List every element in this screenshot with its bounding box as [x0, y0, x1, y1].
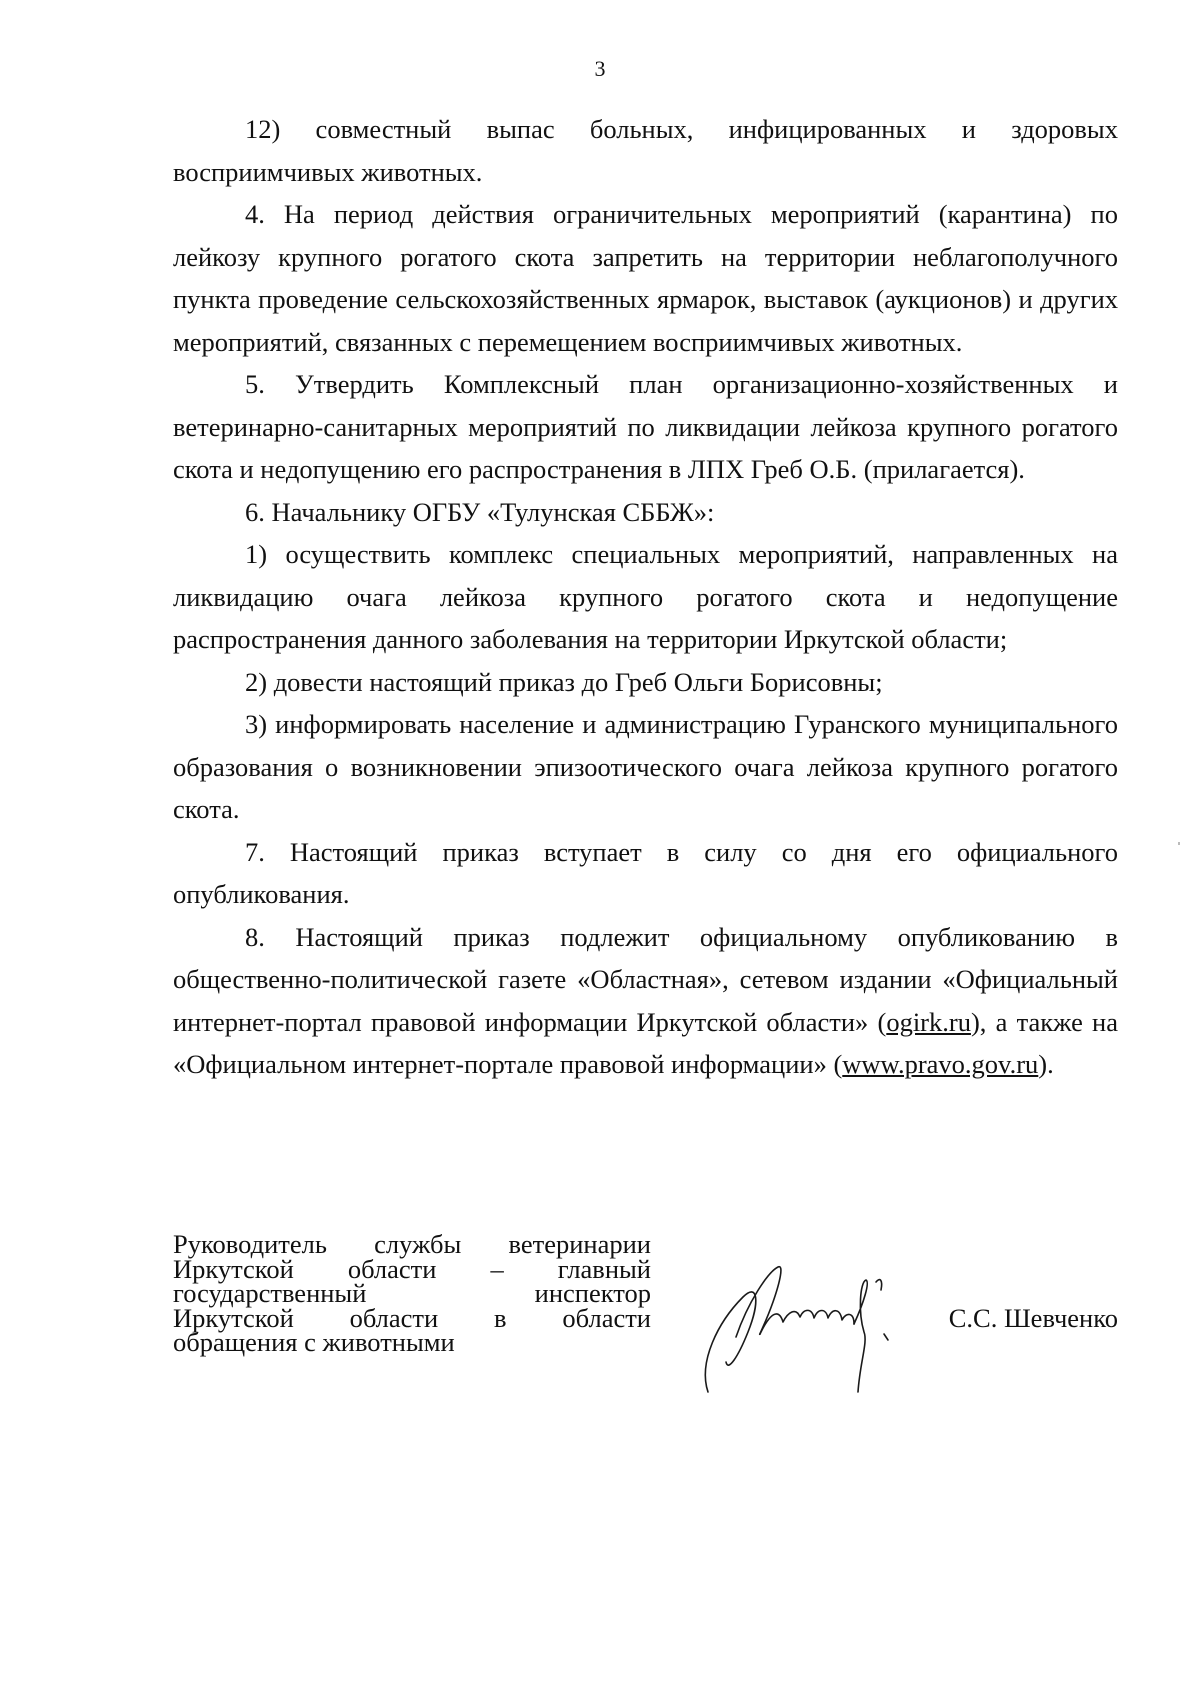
- signatory-title-line: Руководитель службы ветеринарии: [173, 1229, 651, 1259]
- paragraph-5: 5. Утвердить Комплексный план организационно-хозяйственных и ветеринарно-санитарных мероприятий по ликвидации лейкоза крупного рогатого скота и недопущению его распространения в ЛПХ Греб О.Б. (прилагается).: [173, 369, 1118, 484]
- paragraph-8-text-3: ).: [1038, 1049, 1054, 1079]
- paragraph-6-item-3: 3) информировать население и администрацию Гуранского муниципального образования о возникновении эпизоотического очага лейкоза крупного рогатого скота.: [173, 709, 1118, 824]
- scan-artifact: [1178, 842, 1180, 845]
- pravo-link[interactable]: www.pravo.gov.ru: [842, 1049, 1039, 1079]
- paragraph-7: 7. Настоящий приказ вступает в силу со дня его официального опубликования.: [173, 836, 1118, 909]
- paragraph-6: 6. Начальнику ОГБУ «Тулунская СББЖ»:: [245, 496, 715, 527]
- paragraph-item-12: 12) совместный выпас больных, инфицированных и здоровых восприимчивых животных.: [173, 114, 1118, 187]
- paragraph-6-item-1: 1) осуществить комплекс специальных мероприятий, направленных на ликвидацию очага лейкоза крупного рогатого скота и недопущение распространения данного заболевания на территории Иркутской области;: [173, 539, 1118, 654]
- paragraph-4: 4. На период действия ограничительных мероприятий (карантина) по лейкозу крупного рогатого скота запретить на территории неблагополучного пункта проведение сельскохозяйственных ярмарок, выставок (аукционов) и других мероприятий, связанных с перемещением восприимчивых животных.: [173, 199, 1118, 357]
- paragraph-8-text-1: 8. Настоящий приказ подлежит официальному опубликованию в общественно-политической газете «Областная», сетевом издании «Официальный интернет-портал правовой информации Иркутской области» (: [173, 921, 1118, 1037]
- handwritten-signature: [688, 1242, 938, 1402]
- signatory-title-line: Иркутской области – главный: [173, 1253, 651, 1284]
- document-body: [173, 108, 1118, 1086]
- paragraph-8-text-2: ), а также на «Официальном интернет-портале правовой информации» (: [173, 1006, 1119, 1079]
- ogirk-link[interactable]: ogirk.ru: [886, 1006, 971, 1037]
- signature-block: [173, 1229, 1118, 1412]
- paragraph-6-item-2: 2) довести настоящий приказ до Греб Ольги Борисовны;: [245, 666, 883, 697]
- signatory-title-line: обращения с животными: [173, 1327, 455, 1357]
- signatory-name: С.С. Шевченко: [948, 1303, 1118, 1333]
- paragraph-8: [173, 916, 1118, 1086]
- signatory-title-line: государственный инспектор: [173, 1278, 651, 1308]
- signatory-title: [173, 1229, 651, 1357]
- page-number: 3: [594, 56, 606, 81]
- signatory-title-line: Иркутской области в области: [173, 1302, 651, 1333]
